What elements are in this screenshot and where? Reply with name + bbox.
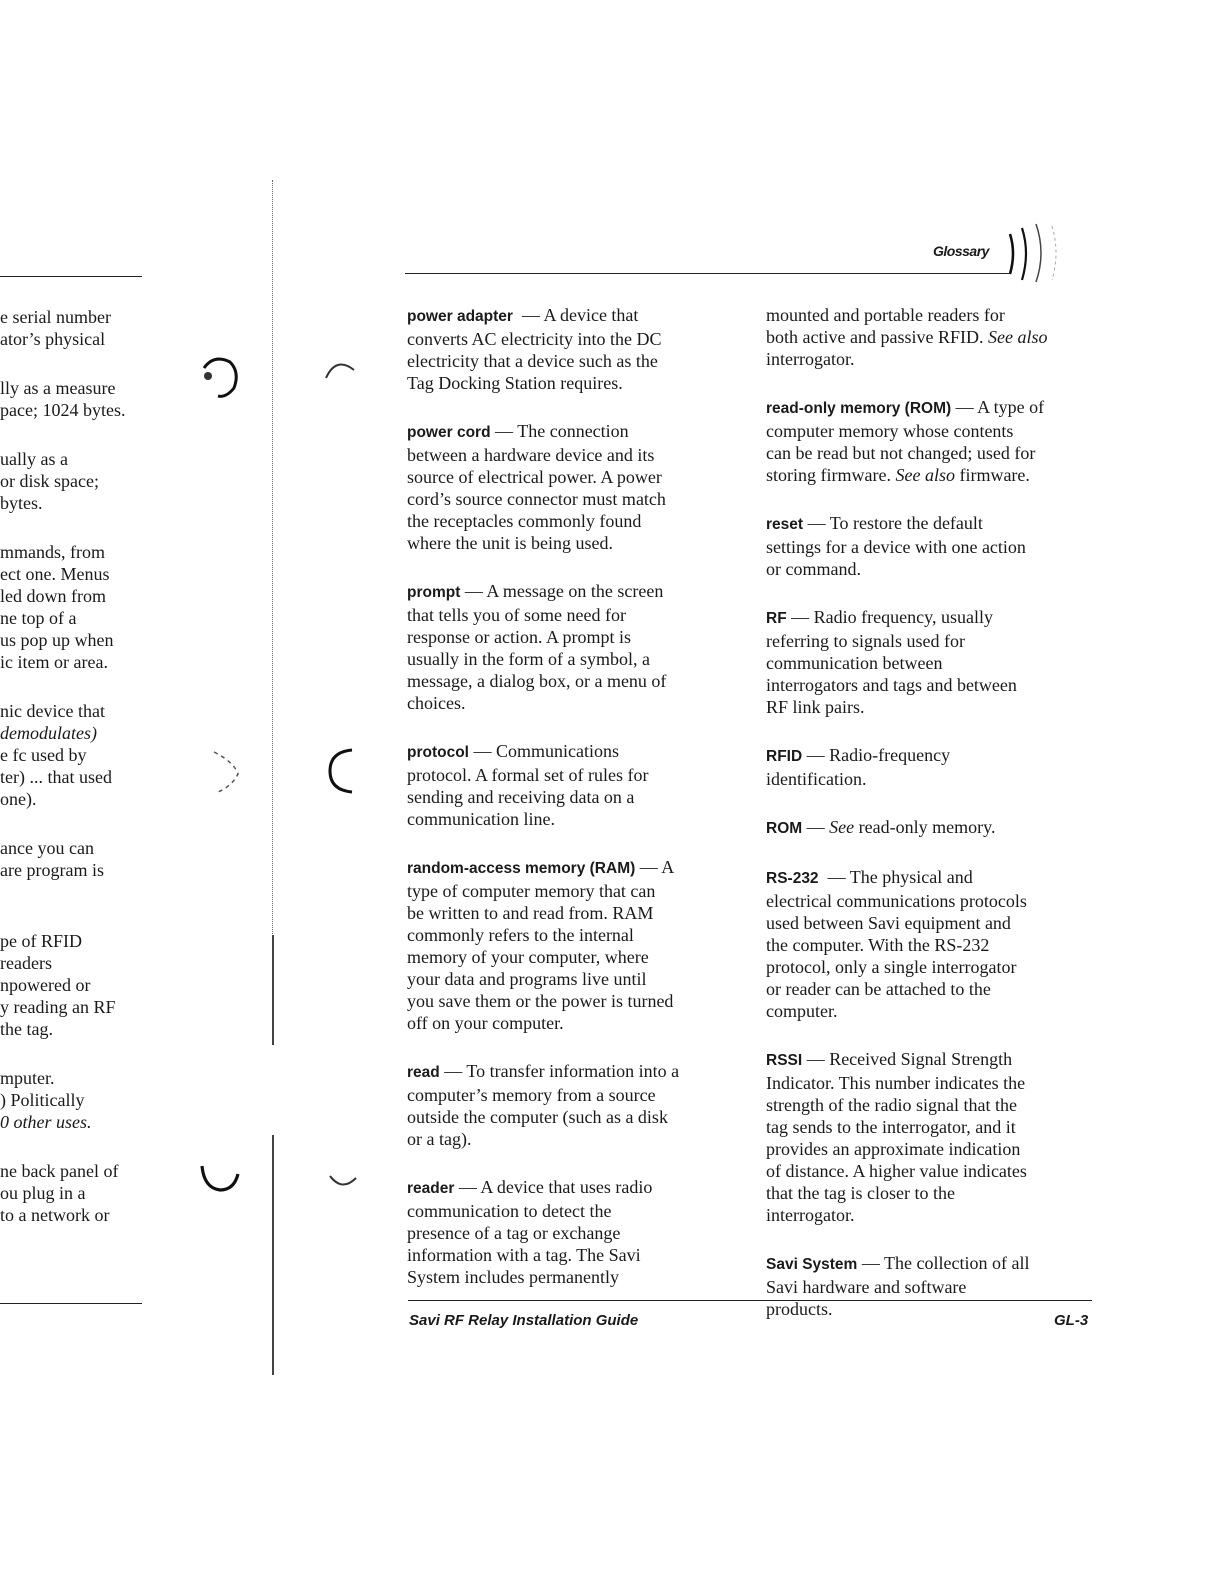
glossary-column-left — [407, 304, 737, 1314]
glossary-entry-prompt: prompt — A message on the screen that tells you of some need for response or action. A prompt is usually in the form of a symbol, a message, a dialog box, or a menu of choices. — [407, 581, 667, 713]
left-fragment: ne back panel of ou plug in a to a network or — [0, 1161, 119, 1225]
left-fragment: lly as a measure pace; 1024 bytes. — [0, 378, 126, 420]
glossary-entry-ram: random-access memory (RAM) — A type of computer memory that can be written to and read from. RAM commonly refers to the internal memory of your computer, where your data and programs live until you save them or the power is turned off on your computer. — [407, 857, 675, 1033]
left-fragment: mmands, from ect one. Menus led down from ne top of a us pop up when ic item or area. — [0, 542, 114, 672]
left-fragment: ually as a or disk space; bytes. — [0, 449, 99, 513]
glossary-entry-rssi: RSSI — Received Signal Strength Indicator. This number indicates the strength of the radio signal that the tag sends to the interrogator, and it provides an approximate indication of distance. A higher value indicates that the tag is closer to the interrogator. — [766, 1049, 1027, 1225]
binding-hole-mark — [196, 1160, 246, 1200]
binding-hole-mark — [322, 744, 362, 798]
left-fragment: mputer. ) Politically 0 other uses. — [0, 1068, 92, 1132]
left-fragment: nic device that demodulates) e fc used by ter) ... that used one). — [0, 701, 112, 809]
footer-rule — [408, 1300, 1092, 1301]
glossary-column-right — [766, 304, 1096, 1346]
glossary-entry-rom: ROM — See read-only memory. — [766, 817, 996, 837]
glossary-entry-power-cord: power cord — The connection between a hardware device and its source of electrical power. A power cord’s source connector must match the receptacles commonly found where the unit is being used. — [407, 421, 666, 553]
binding-hole-mark — [200, 748, 244, 798]
glossary-entry-read-only-memory: read-only memory (ROM) — A type of computer memory whose contents can be read but not changed; used for storing firmware. See also firmware. — [766, 397, 1045, 485]
glossary-entry-reader-continued: mounted and portable readers for both active and passive RFID. See also interrogator. — [766, 305, 1048, 369]
radio-waves-icon — [1000, 222, 1070, 284]
binding-hole-mark — [196, 352, 246, 404]
left-page-bottom-rule — [0, 1303, 142, 1304]
gutter-line — [272, 180, 273, 1040]
gutter-line — [272, 935, 274, 1045]
glossary-entry-read: read — To transfer information into a computer’s memory from a source outside the computer (such as a disk or a tag). — [407, 1061, 680, 1149]
glossary-entry-rs232: RS-232 — The physical and electrical communications protocols used between Savi equipment and the computer. With the RS-232 protocol, only a single interrogator or reader can be attached to the computer. — [766, 867, 1027, 1021]
left-fragment: e serial number ator’s physical — [0, 307, 111, 349]
glossary-entry-reader: reader — A device that uses radio communication to detect the presence of a tag or exchange information with a tag. The Savi System includes permanently — [407, 1177, 653, 1287]
left-fragment: pe of RFID readers npowered or y reading an RF the tag. — [0, 931, 116, 1039]
glossary-entry-rfid: RFID — Radio-frequency identification. — [766, 745, 951, 789]
binding-hole-mark — [326, 1172, 362, 1196]
gutter-line — [272, 1135, 274, 1375]
binding-hole-mark — [320, 354, 360, 384]
running-header-title: Glossary — [933, 243, 989, 259]
footer-guide-title: Savi RF Relay Installation Guide — [409, 1312, 639, 1329]
glossary-entry-rf: RF — Radio frequency, usually referring to signals used for communication between interrogators and tags and between RF link pairs. — [766, 607, 1017, 717]
left-page-top-rule — [0, 276, 142, 277]
glossary-entry-power-adapter: power adapter — A device that converts AC electricity into the DC electricity that a device such as the Tag Docking Station requires. — [407, 305, 662, 393]
glossary-entry-savi-system: Savi System — The collection of all Savi hardware and software products. — [766, 1253, 1030, 1319]
glossary-entry-protocol: protocol — Communications protocol. A formal set of rules for sending and receiving data on a communication line. — [407, 741, 649, 829]
header-rule — [405, 273, 1009, 274]
page-number: GL-3 — [1054, 1312, 1089, 1329]
left-page-fragments — [0, 306, 160, 1253]
glossary-entry-reset: reset — To restore the default settings for a device with one action or command. — [766, 513, 1026, 579]
left-fragment: ance you can are program is — [0, 838, 104, 880]
